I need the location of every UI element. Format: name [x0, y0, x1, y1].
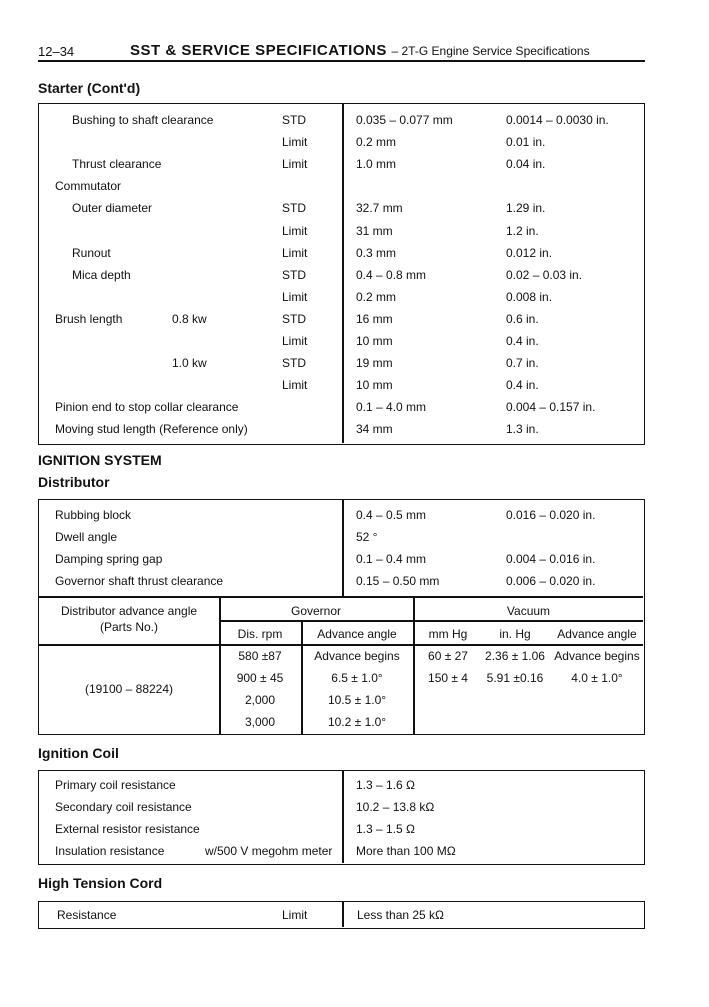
starter-condition: Limit: [282, 246, 308, 260]
col-dis-rpm: Dis. rpm: [237, 627, 283, 641]
starter-condition: STD: [282, 113, 306, 127]
high-tension-cord-heading: High Tension Cord: [38, 875, 163, 891]
starter-item: Pinion end to stop collar clearance: [55, 400, 239, 414]
distributor-value-mm: 0.15 – 0.50 mm: [356, 574, 440, 588]
starter-value-mm: 0.2 mm: [356, 135, 397, 149]
vacuum-header: Vacuum: [506, 604, 551, 618]
coil-value: 1.3 – 1.6 Ω: [356, 778, 416, 792]
page-title: [130, 42, 590, 59]
starter-item: Thrust clearance: [72, 157, 162, 171]
vacuum-advance-angle: 4.0 ± 1.0°: [571, 671, 623, 685]
distributor-value-mm: 0.4 – 0.5 mm: [356, 508, 427, 522]
starter-condition: Limit: [282, 224, 308, 238]
distributor-divider: [342, 500, 344, 596]
vacuum-advance-angle: Advance begins: [554, 649, 640, 663]
distributor-value-mm: 52 °: [356, 530, 378, 544]
ignition-coil-heading: Ignition Coil: [38, 745, 119, 761]
advance-label-line1: Distributor advance angle: [60, 604, 198, 618]
starter-value-mm: 0.4 – 0.8 mm: [356, 268, 427, 282]
vacuum-mmhg: 60 ± 27: [428, 649, 468, 663]
coil-item: Primary coil resistance: [55, 778, 176, 792]
distributor-table: [38, 499, 645, 735]
col-inhg: in. Hg: [499, 627, 531, 641]
starter-table: [38, 103, 645, 445]
starter-value-in: 0.008 in.: [506, 290, 553, 304]
starter-value-mm: 0.1 – 4.0 mm: [356, 400, 427, 414]
starter-condition: STD: [282, 268, 306, 282]
starter-value-in: 1.3 in.: [506, 422, 539, 436]
starter-value-mm: 19 mm: [356, 356, 393, 370]
starter-condition: Limit: [282, 290, 308, 304]
vacuum-inhg: 5.91 ±0.16: [486, 671, 544, 685]
starter-value-mm: 0.035 – 0.077 mm: [356, 113, 453, 127]
starter-value-in: 0.012 in.: [506, 246, 553, 260]
starter-item: Mica depth: [72, 268, 131, 282]
governor-rpm: 2,000: [244, 693, 276, 707]
vacuum-mmhg: 150 ± 4: [428, 671, 468, 685]
governor-rpm: 900 ± 45: [236, 671, 284, 685]
coil-value: 1.3 – 1.5 Ω: [356, 822, 416, 836]
starter-value-mm: 0.2 mm: [356, 290, 397, 304]
starter-value-mm: 32.7 mm: [356, 201, 403, 215]
starter-subitem: 0.8 kw: [172, 312, 207, 326]
starter-value-in: 0.004 – 0.157 in.: [506, 400, 596, 414]
advance-header-line: [219, 620, 643, 622]
starter-value-in: 0.4 in.: [506, 334, 539, 348]
cord-divider: [342, 902, 344, 927]
distributor-split-line: [39, 596, 643, 598]
starter-heading: Starter (Cont'd): [38, 80, 141, 96]
starter-item: Moving stud length (Reference only): [55, 422, 248, 436]
starter-value-mm: 10 mm: [356, 334, 393, 348]
starter-value-mm: 16 mm: [356, 312, 393, 326]
starter-item: Commutator: [55, 179, 122, 193]
coil-divider: [342, 771, 344, 863]
governor-advance-angle: 10.2 ± 1.0°: [327, 715, 387, 729]
starter-value-in: 1.2 in.: [506, 224, 539, 238]
governor-advance-angle: 6.5 ± 1.0°: [331, 671, 383, 685]
governor-advance-angle: 10.5 ± 1.0°: [327, 693, 387, 707]
starter-item: Brush length: [55, 312, 123, 326]
coil-item: Secondary coil resistance: [55, 800, 192, 814]
starter-value-mm: 0.3 mm: [356, 246, 397, 260]
high-tension-cord-table: [38, 901, 645, 929]
starter-condition: Limit: [282, 157, 308, 171]
vacuum-inhg: 2.36 ± 1.06: [485, 649, 545, 663]
starter-condition: Limit: [282, 378, 308, 392]
starter-value-in: 0.01 in.: [506, 135, 546, 149]
cord-condition: Limit: [282, 908, 308, 922]
page-subtitle: – 2T-G Engine Service Specifications: [391, 44, 590, 58]
starter-condition: Limit: [282, 135, 308, 149]
distributor-item: Dwell angle: [55, 530, 118, 544]
distributor-value-mm: 0.1 – 0.4 mm: [356, 552, 427, 566]
part-number: (19100 – 88224): [84, 682, 174, 696]
advance-subheader-line: [39, 644, 643, 646]
coil-item: External resistor resistance: [55, 822, 200, 836]
governor-rpm: 3,000: [244, 715, 276, 729]
distributor-value-in: 0.006 – 0.020 in.: [506, 574, 596, 588]
starter-item: Outer diameter: [72, 201, 153, 215]
coil-value: 10.2 – 13.8 kΩ: [356, 800, 435, 814]
page-header: [38, 42, 645, 62]
starter-condition: STD: [282, 312, 306, 326]
governor-advance-angle: Advance begins: [314, 649, 400, 663]
col-vac-advance-angle: Advance angle: [557, 627, 637, 641]
starter-condition: STD: [282, 201, 306, 215]
starter-item: Bushing to shaft clearance: [72, 113, 214, 127]
starter-value-in: 0.04 in.: [506, 157, 546, 171]
advance-label-line2: (Parts No.): [99, 620, 158, 634]
starter-value-mm: 1.0 mm: [356, 157, 397, 171]
distributor-item: Damping spring gap: [55, 552, 163, 566]
starter-value-in: 0.7 in.: [506, 356, 539, 370]
starter-value-mm: 31 mm: [356, 224, 393, 238]
distributor-heading: Distributor: [38, 474, 110, 490]
starter-value-mm: 34 mm: [356, 422, 393, 436]
cord-value: Less than 25 kΩ: [357, 908, 445, 922]
governor-header: Governor: [290, 604, 342, 618]
starter-item: Runout: [72, 246, 111, 260]
ignition-coil-table: [38, 770, 645, 865]
starter-divider: [342, 104, 344, 443]
distributor-item: Governor shaft thrust clearance: [55, 574, 224, 588]
coil-item: Insulation resistance: [55, 844, 165, 858]
col-gov-advance-angle: Advance angle: [317, 627, 397, 641]
distributor-value-in: 0.004 – 0.016 in.: [506, 552, 596, 566]
starter-value-in: 0.4 in.: [506, 378, 539, 392]
starter-value-in: 0.0014 – 0.0030 in.: [506, 113, 609, 127]
starter-value-in: 0.6 in.: [506, 312, 539, 326]
col-mmhg: mm Hg: [428, 627, 468, 641]
governor-rpm: 580 ±87: [238, 649, 282, 663]
distributor-item: Rubbing block: [55, 508, 132, 522]
starter-condition: STD: [282, 356, 306, 370]
page-number: 12–34: [38, 44, 75, 59]
page-title-main: SST & SERVICE SPECIFICATIONS: [130, 42, 387, 59]
starter-value-in: 0.02 – 0.03 in.: [506, 268, 583, 282]
starter-value-in: 1.29 in.: [506, 201, 546, 215]
cord-item: Resistance: [57, 908, 117, 922]
starter-subitem: 1.0 kw: [172, 356, 207, 370]
ignition-heading: IGNITION SYSTEM: [38, 452, 162, 468]
starter-value-mm: 10 mm: [356, 378, 393, 392]
starter-condition: Limit: [282, 334, 308, 348]
coil-value: More than 100 MΩ: [356, 844, 456, 858]
coil-condition: w/500 V megohm meter: [205, 844, 333, 858]
distributor-value-in: 0.016 – 0.020 in.: [506, 508, 596, 522]
